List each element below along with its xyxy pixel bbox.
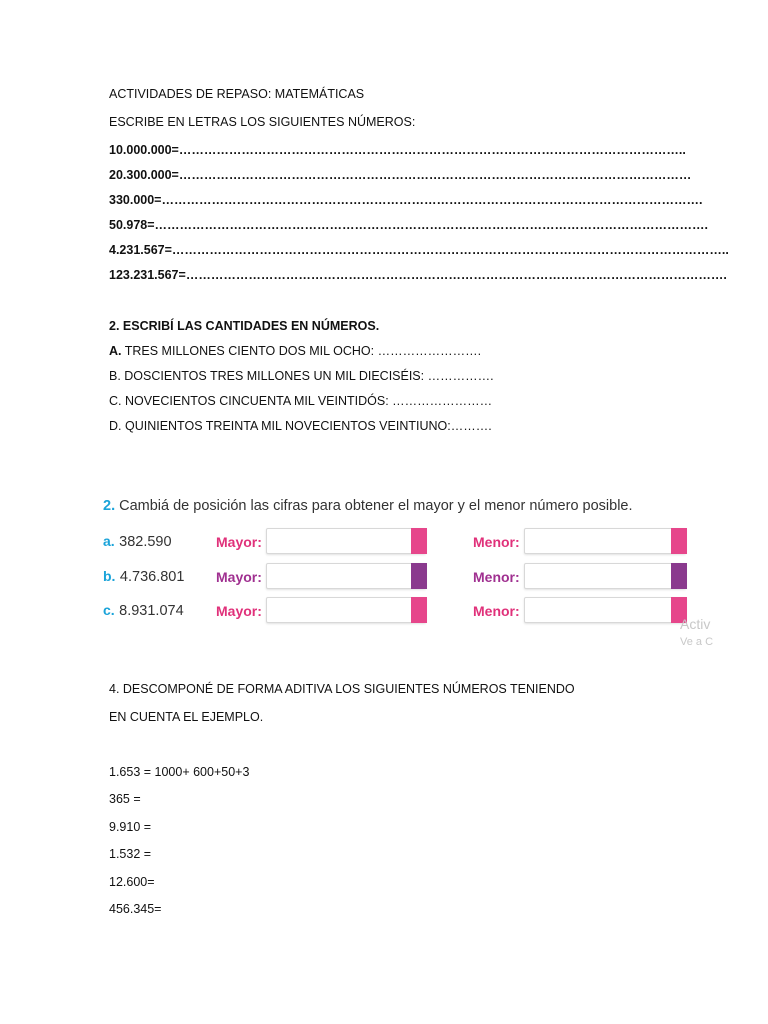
input-tab xyxy=(671,563,687,589)
row-c-letter: c. xyxy=(103,602,115,618)
row-b-menor-label: Menor: xyxy=(473,569,520,585)
watermark-line-1: Activ xyxy=(680,616,711,632)
row-b-menor-input[interactable] xyxy=(524,563,686,589)
number-line-2: 20.300.000=…………………………………………………………………………………………………………… xyxy=(109,168,692,182)
input-tab xyxy=(411,563,427,589)
section-4-item-2: 9.910 = xyxy=(109,820,152,834)
section-2-title: 2. ESCRIBÍ LAS CANTIDADES EN NÚMEROS. xyxy=(109,319,380,333)
row-a-mayor-label: Mayor: xyxy=(216,534,262,550)
row-b-mayor-input[interactable] xyxy=(266,563,426,589)
input-tab xyxy=(671,528,687,554)
section-2-item-a xyxy=(109,344,481,358)
section-4-example: 1.653 = 1000+ 600+50+3 xyxy=(109,765,250,779)
exercise-text: Cambiá de posición las cifras para obtener el mayor y el menor número posible. xyxy=(119,498,633,514)
input-tab xyxy=(411,528,427,554)
section-2-item-c: C. NOVECIENTOS CINCUENTA MIL VEINTIDÓS: …………………… xyxy=(109,394,493,408)
input-tab xyxy=(411,597,427,623)
section-2-item-b: B. DOSCIENTOS TRES MILLONES UN MIL DIECISÉIS: ……………. xyxy=(109,369,494,383)
number-line-1: 10.000.000=………………………………………………………………………………………………………….. xyxy=(109,143,686,157)
section-4-item-3: 1.532 = xyxy=(109,847,152,861)
row-c-mayor-label: Mayor: xyxy=(216,603,262,619)
section-4-item-4: 12.600= xyxy=(109,875,155,889)
row-c-mayor-input[interactable] xyxy=(266,597,426,623)
watermark-line-2: Ve a C xyxy=(680,636,714,648)
exercise-row-c xyxy=(103,602,184,620)
row-b-mayor-label: Mayor: xyxy=(216,569,262,585)
item-a-text: TRES MILLONES CIENTO DOS MIL OCHO: ……………………. xyxy=(121,344,482,358)
number-line-6: 123.231.567=…………………………………………………………………………………………………………………. xyxy=(109,268,727,282)
worksheet-title: ACTIVIDADES DE REPASO: MATEMÁTICAS xyxy=(109,87,365,101)
exercise-instruction xyxy=(103,498,633,514)
row-a-mayor-input[interactable] xyxy=(266,528,426,554)
row-a-menor-input[interactable] xyxy=(524,528,686,554)
row-a-value: 382.590 xyxy=(119,534,172,550)
exercise-row-b xyxy=(103,568,184,586)
section-4-title-line-1: 4. DESCOMPONÉ DE FORMA ADITIVA LOS SIGUIENTES NÚMEROS TENIENDO xyxy=(109,682,575,696)
exercise-row-a xyxy=(103,533,172,551)
instruction-1: ESCRIBE EN LETRAS LOS SIGUIENTES NÚMEROS: xyxy=(109,115,416,129)
item-a-prefix: A. xyxy=(109,344,122,358)
number-line-3: 330.000=…………………………………………………………………………………………………………………. xyxy=(109,193,703,207)
row-b-letter: b. xyxy=(103,568,116,584)
section-4-item-5: 456.345= xyxy=(109,902,162,916)
row-b-value: 4.736.801 xyxy=(119,569,185,585)
row-c-value: 8.931.074 xyxy=(119,603,184,619)
row-c-menor-input[interactable] xyxy=(524,597,686,623)
section-2-item-d: D. QUINIENTOS TREINTA MIL NOVECIENTOS VEINTIUNO:………. xyxy=(109,419,492,433)
row-a-letter: a. xyxy=(103,533,115,549)
section-4-item-1: 365 = xyxy=(109,792,141,806)
row-c-menor-label: Menor: xyxy=(473,603,520,619)
row-a-menor-label: Menor: xyxy=(473,534,520,550)
number-line-4: 50.978=……………………………………………………………………………………………………………………. xyxy=(109,218,709,232)
exercise-number: 2. xyxy=(103,498,116,514)
section-4-title-line-2: EN CUENTA EL EJEMPLO. xyxy=(109,710,264,724)
number-line-5: 4.231.567=…………………………………………………………………………………………………………………….. xyxy=(109,243,729,257)
